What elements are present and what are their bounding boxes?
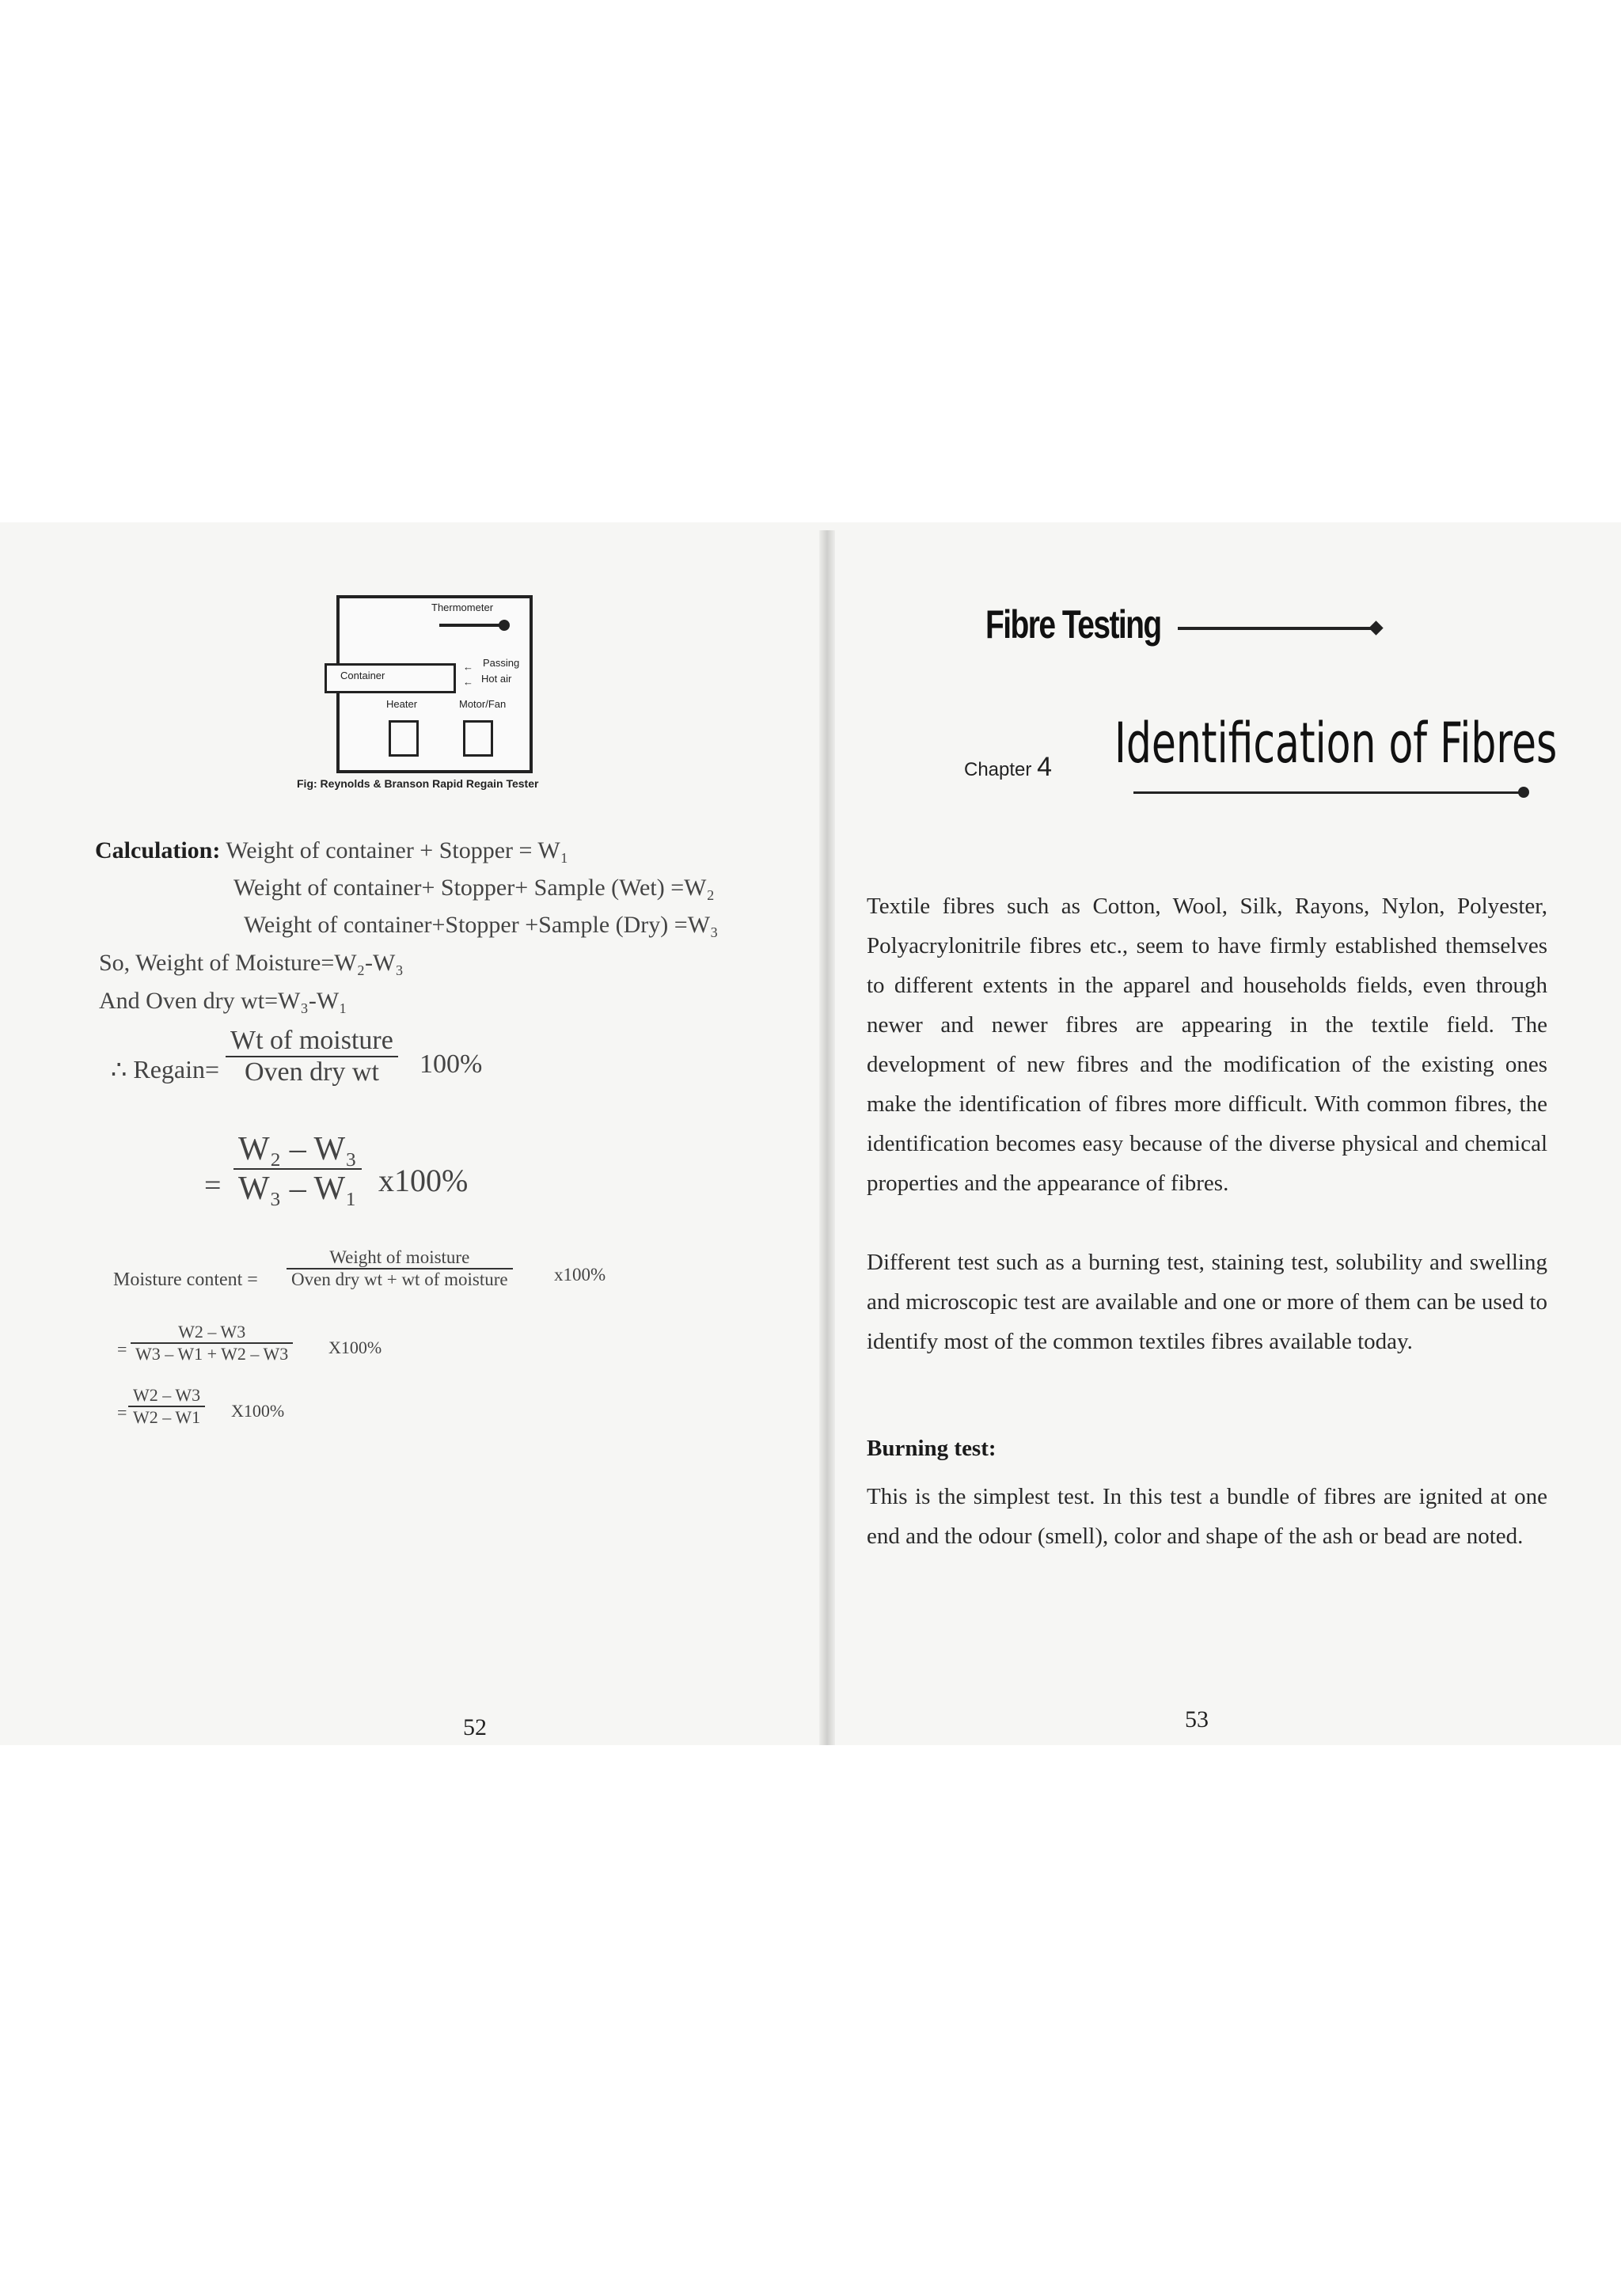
regain-denominator: Oven dry wt bbox=[244, 1057, 379, 1087]
chapter-number: 4 bbox=[1037, 752, 1052, 782]
page-number-right: 53 bbox=[1185, 1706, 1209, 1732]
chapter-label bbox=[964, 752, 1052, 783]
paragraph-burning: This is the simplest test. In this test a bundle of fibres are ignited at one end and the odour (smell), color and shape of the ash or bead are noted. bbox=[867, 1484, 1547, 1549]
calculation-line-1 bbox=[95, 837, 568, 864]
burning-test-heading: Burning test: bbox=[867, 1436, 997, 1461]
calculation-line-5: And Oven dry wt=W₃-W₁ bbox=[99, 988, 347, 1014]
chapter-word: Chapter bbox=[964, 759, 1032, 780]
motor-fan-box bbox=[463, 720, 493, 757]
regain-label: ∴ Regain= bbox=[111, 1055, 220, 1083]
regain-fraction-2 bbox=[233, 1130, 362, 1208]
moisture-equals-3: = bbox=[117, 1402, 127, 1422]
diamond-icon bbox=[1369, 620, 1383, 635]
passing-label: Passing bbox=[483, 657, 520, 669]
moisture-fraction-3 bbox=[128, 1385, 205, 1428]
regain-fraction bbox=[226, 1026, 398, 1087]
book-scan bbox=[0, 522, 1621, 1745]
regain-suffix: 100% bbox=[419, 1049, 483, 1079]
regain-numerator-2: W₂ – W₃ bbox=[238, 1131, 357, 1167]
moisture-fraction-2 bbox=[131, 1322, 293, 1364]
calculation-line-4: So, Weight of Moisture=W₂-W₃ bbox=[99, 950, 404, 976]
moisture-suffix-2: X100% bbox=[328, 1338, 382, 1357]
thermometer-bulb bbox=[499, 620, 510, 631]
heater-label: Heater bbox=[386, 698, 418, 710]
figure-caption: Fig: Reynolds & Branson Rapid Regain Tester bbox=[297, 777, 539, 790]
calculation-line-2: Weight of container+ Stopper+ Sample (Wet) =W₂ bbox=[233, 875, 715, 901]
regain-equals: = bbox=[204, 1169, 222, 1202]
moisture-suffix: x100% bbox=[554, 1265, 606, 1285]
calculation-heading: Calculation: bbox=[95, 837, 221, 863]
arrow-left-icon: ← bbox=[463, 676, 473, 688]
moisture-content-label: Moisture content = bbox=[113, 1269, 258, 1290]
running-head: Fibre Testing bbox=[985, 602, 1161, 647]
moisture-numerator-3: W2 – W3 bbox=[133, 1385, 201, 1405]
paragraph-tests: Different test such as a burning test, staining test, solubility and swelling and microscopic test are available and one or more of them can be used to identify most of the common textiles fibres available today. bbox=[867, 1250, 1547, 1354]
bullet-icon bbox=[1518, 787, 1529, 798]
chapter-title: Identification of Fibres bbox=[1114, 711, 1558, 776]
moisture-denominator: Oven dry wt + wt of moisture bbox=[291, 1269, 508, 1289]
thermometer-stem bbox=[439, 624, 503, 627]
motor-fan-label: Motor/Fan bbox=[459, 698, 507, 710]
regain-denominator-2: W₃ – W₁ bbox=[238, 1171, 357, 1207]
left-page bbox=[0, 522, 827, 1745]
moisture-numerator: Weight of moisture bbox=[329, 1247, 470, 1267]
moisture-fraction bbox=[287, 1247, 513, 1290]
calculation-line-3: Weight of container+Stopper +Sample (Dry) =W₃ bbox=[244, 912, 719, 938]
regain-numerator: Wt of moisture bbox=[230, 1026, 393, 1055]
thermometer-label: Thermometer bbox=[431, 602, 494, 613]
heater-box bbox=[389, 720, 419, 757]
page-number-left: 52 bbox=[463, 1714, 487, 1740]
arrow-left-icon: ← bbox=[463, 661, 473, 673]
paragraph-intro: Textile fibres such as Cotton, Wool, Silk, Rayons, Nylon, Polyester, Polyacrylonitrile fibres etc., seem to have firmly established themselves to different extents in the apparel and households fields, even through newer and newer fibres are appearing in the textile field. The development of new fibres and the modification of the existing ones make the identification of fibres more difficult. With common fibres, the identification becomes easy because of the diverse physical and chemical properties and the appearance of fibres. bbox=[867, 894, 1547, 1196]
hot-air-label: Hot air bbox=[481, 673, 512, 685]
calculation-text-1: Weight of container + Stopper = W₁ bbox=[226, 837, 569, 863]
moisture-denominator-2: W3 – W1 + W2 – W3 bbox=[135, 1344, 289, 1364]
moisture-denominator-3: W2 – W1 bbox=[133, 1407, 201, 1427]
moisture-suffix-3: X100% bbox=[231, 1401, 285, 1421]
chapter-title-rule bbox=[1133, 791, 1525, 794]
moisture-equals-2: = bbox=[117, 1339, 127, 1359]
running-head-rule bbox=[1178, 627, 1376, 630]
moisture-numerator-2: W2 – W3 bbox=[178, 1322, 246, 1342]
container-label: Container bbox=[340, 670, 385, 681]
regain-suffix-2: x100% bbox=[378, 1163, 469, 1198]
